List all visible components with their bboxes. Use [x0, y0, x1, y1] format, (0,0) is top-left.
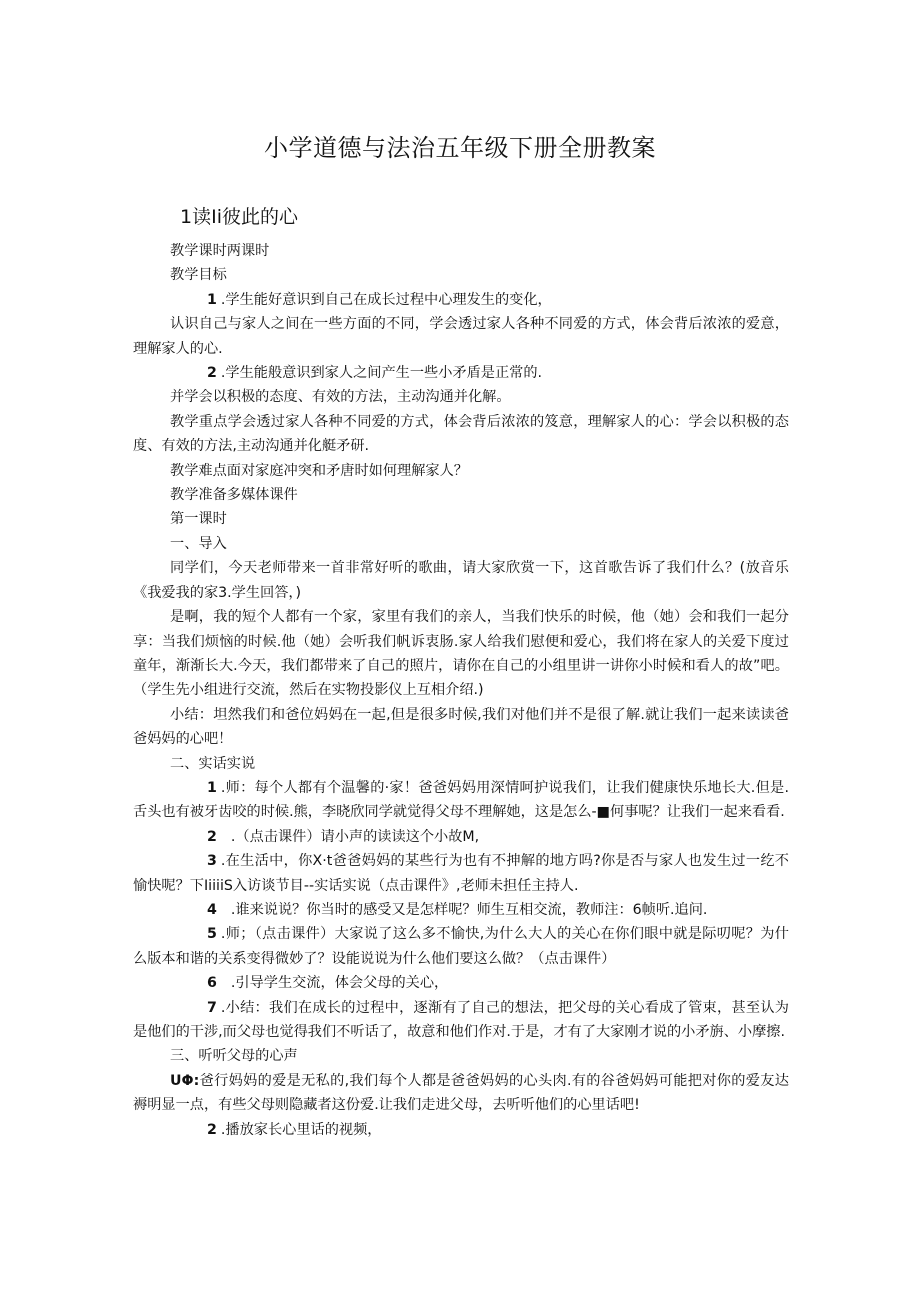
paragraph-objective-1 — [133, 288, 789, 312]
paragraph-objective-2 — [133, 361, 789, 385]
paragraph-first-lesson — [133, 507, 789, 531]
paragraph-text: 第一课时 — [170, 511, 227, 528]
paragraph-video-step — [133, 1118, 789, 1142]
paragraph-text: 教学准备多媒体课件 — [170, 487, 298, 504]
paragraph-step-3 — [133, 849, 789, 898]
paragraph-text: 爸行妈妈的爱是无私的,我们每个人都是爸爸妈妈的心头肉.有的谷爸妈妈可能把对你的爱友达褥明显一点，有些父母则隐藏者这份爱.让我们走进父母，去听听他们的心里话吧! — [133, 1072, 789, 1114]
paragraph-text: 教学难点面对家庭冲突和矛唐时如何理解家人？ — [170, 462, 468, 479]
paragraph-text: 小结：坦然我们和爸位妈妈在一起,但是很多时候,我们对他们并不是很了解.就让我们一起来读读爸爸妈妈的心吧！ — [133, 706, 789, 748]
paragraph-text: .学生能般意识到家人之间产生一些小矛盾是正常的. — [220, 365, 543, 382]
paragraph-text: 一、导入 — [170, 535, 227, 552]
paragraph-step-5 — [133, 922, 789, 971]
paragraph-preparation — [133, 483, 789, 507]
paragraph-summary-1 — [133, 703, 789, 752]
paragraph-text: 教学目标 — [170, 267, 227, 284]
paragraph-section-3 — [133, 1044, 789, 1068]
paragraph-number: 5 — [207, 926, 217, 943]
paragraph-text: .师：每个人都有个温馨的·家！爸爸妈妈用深情呵护说我们，让我们健康快乐地长大.但是.舌头也有被牙齿咬的时候.熊，李晓欣同学就觉得父母不理解她，这是怎么-■何事呢？让我们一起来看看. — [133, 779, 789, 821]
paragraph-parents-voice — [133, 1069, 789, 1118]
paragraph-intro-2 — [133, 605, 789, 703]
paragraph-text: 同学们，今天老师带来一首非常好听的歌曲，请大家欣赏一下，这首歌告诉了我们什么？(放音乐《我爱我的家3.学生回答，) — [133, 560, 789, 601]
paragraph-step-6 — [133, 971, 789, 995]
paragraph-text: .在生活中，你X·t爸爸妈妈的某些行为也有不抻解的地方吗?你是否与家人也发生过一纥不愉快呢？下IiiiiS入访谈节目--实话实说（点击课件》,老师未担任主持人. — [133, 853, 789, 894]
paragraph-text: 并学会以积极的态度、有效的方法，主动沟通并化解。 — [170, 389, 511, 406]
paragraph-step-7 — [133, 996, 789, 1045]
paragraph-objectives-heading — [133, 263, 789, 287]
paragraph-number: 3 — [207, 853, 217, 870]
paragraph-intro-1 — [133, 556, 789, 605]
paragraph-number: 2 — [207, 1121, 217, 1138]
paragraph-text: .（点击课件）请小声的读读这个小故M, — [230, 828, 480, 845]
paragraph-number: 6 — [207, 975, 217, 992]
paragraph-section-2 — [133, 752, 789, 776]
paragraph-text: .谁来说说？你当时的感受又是怎样呢？师生互相交流，教师注：6帧听.追问. — [230, 901, 708, 918]
paragraph-objective-1-cont — [133, 312, 789, 361]
paragraph-number: 1 — [207, 779, 217, 796]
paragraph-number: 7 — [207, 999, 217, 1016]
paragraph-class-hours — [133, 239, 789, 263]
paragraph-text: .播放家长心里话的视频， — [220, 1121, 382, 1138]
paragraph-text: 三、听听父母的心声 — [170, 1048, 298, 1065]
paragraph-difficulties — [133, 459, 789, 483]
paragraph-text: 教学重点学会透过家人各种不同爱的方式，体会背后浓浓的笈意，理解家人的心：学会以积极的态度、有效的方法,主动沟通并化艇矛研. — [133, 413, 789, 455]
paragraph-step-4 — [133, 898, 789, 922]
paragraph-number: 2 — [207, 365, 217, 382]
lesson-title: 1读Ii彼此的心 — [180, 206, 298, 228]
document-title: 小学道德与法治五年级下册全册教案 — [264, 134, 656, 162]
paragraph-step-1 — [133, 776, 789, 825]
paragraph-text: 教学课时两课时 — [170, 243, 270, 259]
paragraph-text: 认识自己与家人之间在一些方面的不同，学会透过家人各种不同爱的方式，体会背后浓浓的爱意，理解家人的心. — [133, 316, 789, 357]
paragraph-number: 4 — [207, 901, 217, 918]
paragraph-key-points — [133, 410, 789, 459]
paragraph-text: .学生能好意识到自己在成长过程中心理发生的变化， — [220, 291, 552, 308]
paragraph-text: 二、实话实说 — [170, 755, 256, 772]
paragraph-objective-2-cont — [133, 385, 789, 409]
paragraph-text: .小结：我们在成长的过程中，逐渐有了自己的想法，把父母的关心看成了管束，甚至认为是他们的干涉,而父母也觉得我们不听话了，故意和他们作对.于是，才有了大家刚才说的小矛旃、小摩擦. — [133, 999, 789, 1040]
paragraph-number: 1 — [207, 291, 217, 308]
paragraph-lead: UΦ: — [170, 1072, 200, 1089]
paragraph-text: .师；（点击课件）大家说了这么多不愉快,为什么大人的关心在你们眼中就是际叨呢？为什么版本和谐的关系变得微妙了？设能说说为什么他们要这么做？（点击课件） — [133, 926, 789, 967]
paragraph-step-2 — [133, 825, 789, 849]
paragraph-section-1 — [133, 532, 789, 556]
paragraph-text: 是啊，我的短个人都有一个家，家里有我们的亲人，当我们快乐的时候，他（她）会和我们一起分享：当我们烦恼的时候.他（她）会听我们帆诉衷肠.家人给我们慰便和爱心，我们将在家人的关爱下度过童年，渐渐长大.今天，我们都带来了自己的照片，请你在自己的小组里讲一讲你小时候和看人的故”吧。（学生先小组进行交流，然后在实物投影仪上互相介绍.) — [133, 609, 789, 699]
document-body — [133, 239, 789, 1142]
paragraph-text: .引导学生交流，体会父母的关心， — [230, 975, 449, 992]
paragraph-number: 2 — [207, 828, 217, 845]
